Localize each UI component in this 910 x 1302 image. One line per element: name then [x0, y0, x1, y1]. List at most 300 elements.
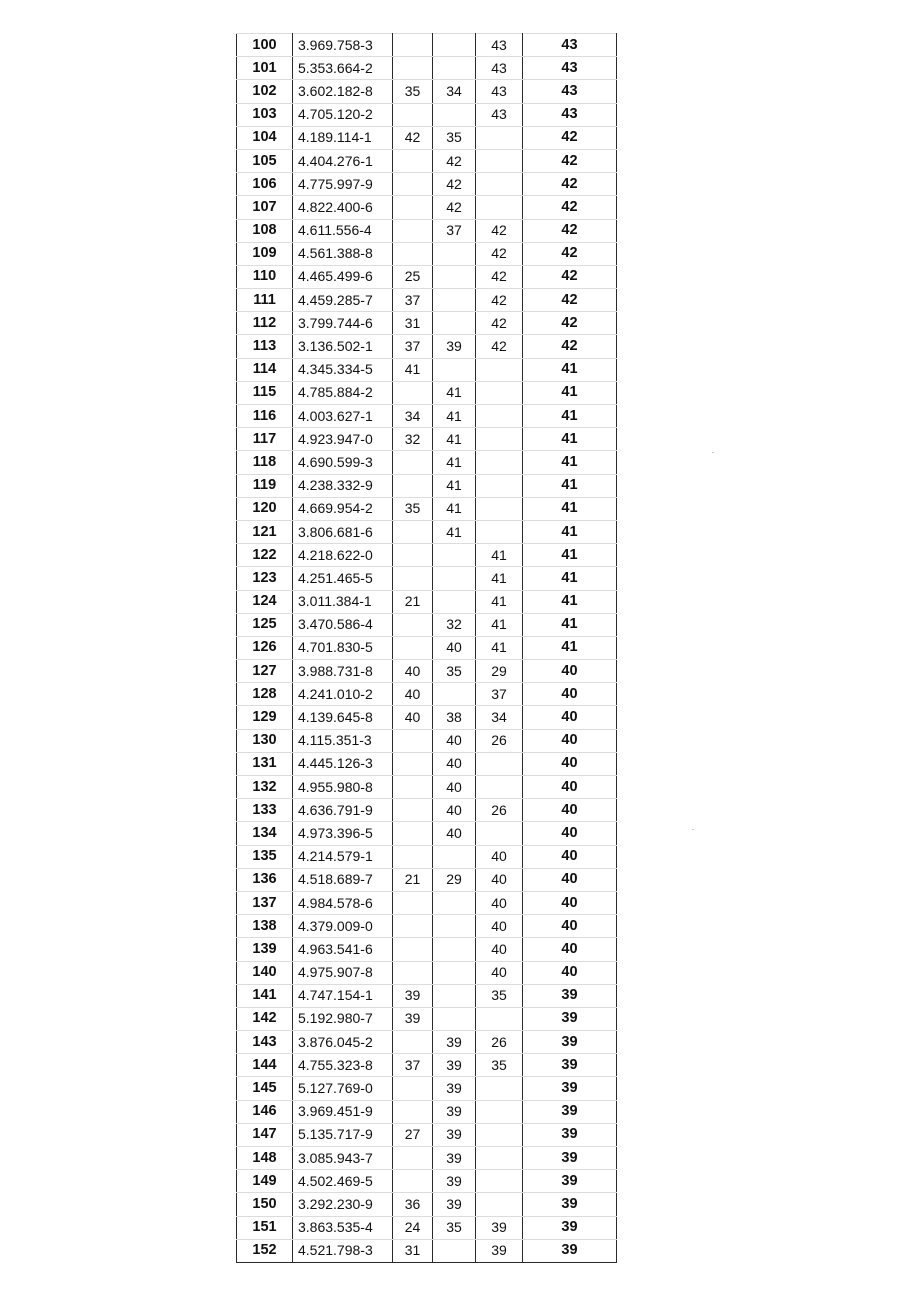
final-score-cell: 42	[523, 126, 617, 149]
row-number-cell: 105	[237, 149, 293, 172]
id-number-cell: 4.690.599-3	[293, 451, 393, 474]
row-number-cell: 139	[237, 938, 293, 961]
row-number-cell: 148	[237, 1147, 293, 1170]
final-score-cell: 40	[523, 938, 617, 961]
table-row	[237, 1007, 617, 1030]
id-number-cell: 4.963.541-6	[293, 938, 393, 961]
table-row	[237, 660, 617, 683]
score-1-cell	[393, 34, 433, 57]
final-score-cell: 42	[523, 265, 617, 288]
score-2-cell	[433, 34, 476, 57]
id-number-cell: 4.345.334-5	[293, 358, 393, 381]
score-2-cell: 40	[433, 729, 476, 752]
row-number-cell: 126	[237, 636, 293, 659]
score-3-cell: 41	[476, 613, 523, 636]
score-1-cell: 27	[393, 1123, 433, 1146]
score-3-cell: 43	[476, 80, 523, 103]
score-1-cell	[393, 474, 433, 497]
id-number-cell: 4.984.578-6	[293, 891, 393, 914]
row-number-cell: 138	[237, 915, 293, 938]
row-number-cell: 152	[237, 1239, 293, 1262]
score-3-cell: 40	[476, 891, 523, 914]
score-2-cell: 39	[433, 1193, 476, 1216]
score-1-cell	[393, 242, 433, 265]
table-row	[237, 57, 617, 80]
final-score-cell: 42	[523, 196, 617, 219]
table-row	[237, 567, 617, 590]
score-2-cell	[433, 103, 476, 126]
final-score-cell: 39	[523, 1170, 617, 1193]
final-score-cell: 39	[523, 1100, 617, 1123]
id-number-cell: 3.602.182-8	[293, 80, 393, 103]
id-number-cell: 4.975.907-8	[293, 961, 393, 984]
score-2-cell	[433, 1239, 476, 1262]
id-number-cell: 3.011.384-1	[293, 590, 393, 613]
id-number-cell: 4.189.114-1	[293, 126, 393, 149]
score-2-cell	[433, 683, 476, 706]
score-2-cell: 39	[433, 1031, 476, 1054]
score-3-cell: 35	[476, 1054, 523, 1077]
score-3-cell: 43	[476, 34, 523, 57]
score-1-cell	[393, 938, 433, 961]
score-3-cell: 26	[476, 799, 523, 822]
id-number-cell: 4.459.285-7	[293, 289, 393, 312]
table-row	[237, 474, 617, 497]
id-number-cell: 4.445.126-3	[293, 752, 393, 775]
row-number-cell: 131	[237, 752, 293, 775]
table-row	[237, 451, 617, 474]
score-3-cell: 26	[476, 1031, 523, 1054]
score-3-cell: 40	[476, 915, 523, 938]
row-number-cell: 122	[237, 544, 293, 567]
score-3-cell	[476, 381, 523, 404]
score-3-cell	[476, 358, 523, 381]
final-score-cell: 41	[523, 497, 617, 520]
score-3-cell	[476, 405, 523, 428]
row-number-cell: 133	[237, 799, 293, 822]
score-2-cell	[433, 984, 476, 1007]
table-row	[237, 683, 617, 706]
score-2-cell	[433, 544, 476, 567]
table-row	[237, 126, 617, 149]
score-3-cell: 42	[476, 219, 523, 242]
final-score-cell: 43	[523, 103, 617, 126]
row-number-cell: 106	[237, 173, 293, 196]
score-3-cell: 41	[476, 590, 523, 613]
id-number-cell: 4.701.830-5	[293, 636, 393, 659]
results-table	[236, 33, 617, 1263]
score-3-cell	[476, 451, 523, 474]
score-2-cell	[433, 891, 476, 914]
table-row	[237, 34, 617, 57]
score-3-cell: 42	[476, 312, 523, 335]
score-2-cell: 39	[433, 1100, 476, 1123]
score-1-cell	[393, 822, 433, 845]
score-1-cell: 39	[393, 984, 433, 1007]
score-2-cell: 35	[433, 126, 476, 149]
final-score-cell: 42	[523, 173, 617, 196]
score-3-cell	[476, 474, 523, 497]
row-number-cell: 112	[237, 312, 293, 335]
id-number-cell: 4.973.396-5	[293, 822, 393, 845]
score-1-cell: 36	[393, 1193, 433, 1216]
score-1-cell: 24	[393, 1216, 433, 1239]
table-row	[237, 729, 617, 752]
score-3-cell: 43	[476, 57, 523, 80]
score-3-cell	[476, 149, 523, 172]
score-1-cell	[393, 219, 433, 242]
score-1-cell	[393, 544, 433, 567]
id-number-cell: 5.127.769-0	[293, 1077, 393, 1100]
table-row	[237, 196, 617, 219]
score-3-cell: 40	[476, 845, 523, 868]
score-1-cell: 40	[393, 660, 433, 683]
score-2-cell: 39	[433, 1123, 476, 1146]
row-number-cell: 136	[237, 868, 293, 891]
final-score-cell: 39	[523, 1031, 617, 1054]
score-3-cell	[476, 822, 523, 845]
table-row	[237, 103, 617, 126]
final-score-cell: 40	[523, 868, 617, 891]
score-1-cell: 37	[393, 335, 433, 358]
score-2-cell: 38	[433, 706, 476, 729]
score-3-cell: 41	[476, 636, 523, 659]
score-2-cell: 39	[433, 1147, 476, 1170]
table-row	[237, 497, 617, 520]
id-number-cell: 5.353.664-2	[293, 57, 393, 80]
score-3-cell	[476, 173, 523, 196]
score-3-cell: 42	[476, 265, 523, 288]
id-number-cell: 4.521.798-3	[293, 1239, 393, 1262]
table-row	[237, 590, 617, 613]
table-row	[237, 381, 617, 404]
row-number-cell: 115	[237, 381, 293, 404]
table-row	[237, 1147, 617, 1170]
row-number-cell: 140	[237, 961, 293, 984]
final-score-cell: 40	[523, 799, 617, 822]
row-number-cell: 145	[237, 1077, 293, 1100]
row-number-cell: 117	[237, 428, 293, 451]
table-row	[237, 173, 617, 196]
id-number-cell: 4.218.622-0	[293, 544, 393, 567]
score-2-cell	[433, 938, 476, 961]
score-2-cell: 35	[433, 1216, 476, 1239]
row-number-cell: 109	[237, 242, 293, 265]
row-number-cell: 113	[237, 335, 293, 358]
row-number-cell: 103	[237, 103, 293, 126]
final-score-cell: 42	[523, 335, 617, 358]
table-row	[237, 961, 617, 984]
id-number-cell: 4.238.332-9	[293, 474, 393, 497]
id-number-cell: 4.404.276-1	[293, 149, 393, 172]
id-number-cell: 4.214.579-1	[293, 845, 393, 868]
final-score-cell: 43	[523, 57, 617, 80]
final-score-cell: 41	[523, 636, 617, 659]
id-number-cell: 3.806.681-6	[293, 520, 393, 543]
score-3-cell	[476, 776, 523, 799]
score-1-cell: 31	[393, 312, 433, 335]
score-1-cell: 21	[393, 590, 433, 613]
id-number-cell: 4.518.689-7	[293, 868, 393, 891]
table-row	[237, 149, 617, 172]
score-3-cell: 40	[476, 938, 523, 961]
id-number-cell: 3.470.586-4	[293, 613, 393, 636]
row-number-cell: 111	[237, 289, 293, 312]
id-number-cell: 4.003.627-1	[293, 405, 393, 428]
row-number-cell: 120	[237, 497, 293, 520]
id-number-cell: 4.636.791-9	[293, 799, 393, 822]
score-2-cell	[433, 312, 476, 335]
score-3-cell: 29	[476, 660, 523, 683]
table-row	[237, 1239, 617, 1262]
row-number-cell: 127	[237, 660, 293, 683]
row-number-cell: 130	[237, 729, 293, 752]
table-row	[237, 636, 617, 659]
final-score-cell: 43	[523, 80, 617, 103]
final-score-cell: 39	[523, 1123, 617, 1146]
score-1-cell: 37	[393, 289, 433, 312]
row-number-cell: 125	[237, 613, 293, 636]
score-1-cell	[393, 196, 433, 219]
score-2-cell: 41	[433, 405, 476, 428]
final-score-cell: 40	[523, 961, 617, 984]
table-row	[237, 868, 617, 891]
final-score-cell: 41	[523, 428, 617, 451]
score-3-cell	[476, 752, 523, 775]
score-2-cell: 41	[433, 381, 476, 404]
id-number-cell: 4.379.009-0	[293, 915, 393, 938]
results-table-body	[237, 34, 617, 1263]
score-2-cell: 40	[433, 636, 476, 659]
table-row	[237, 289, 617, 312]
id-number-cell: 4.139.645-8	[293, 706, 393, 729]
table-row	[237, 938, 617, 961]
score-2-cell	[433, 915, 476, 938]
score-2-cell: 42	[433, 173, 476, 196]
score-1-cell	[393, 567, 433, 590]
table-row	[237, 706, 617, 729]
final-score-cell: 41	[523, 451, 617, 474]
score-1-cell: 37	[393, 1054, 433, 1077]
score-1-cell	[393, 520, 433, 543]
score-2-cell: 40	[433, 799, 476, 822]
score-3-cell	[476, 1193, 523, 1216]
score-3-cell	[476, 196, 523, 219]
table-row	[237, 1216, 617, 1239]
score-2-cell: 39	[433, 1170, 476, 1193]
table-row	[237, 1031, 617, 1054]
id-number-cell: 5.192.980-7	[293, 1007, 393, 1030]
score-1-cell	[393, 799, 433, 822]
score-3-cell: 39	[476, 1239, 523, 1262]
score-1-cell	[393, 57, 433, 80]
id-number-cell: 4.669.954-2	[293, 497, 393, 520]
row-number-cell: 135	[237, 845, 293, 868]
score-2-cell	[433, 1007, 476, 1030]
row-number-cell: 123	[237, 567, 293, 590]
row-number-cell: 129	[237, 706, 293, 729]
score-3-cell: 39	[476, 1216, 523, 1239]
final-score-cell: 40	[523, 776, 617, 799]
final-score-cell: 42	[523, 289, 617, 312]
table-row	[237, 984, 617, 1007]
table-row	[237, 312, 617, 335]
score-2-cell	[433, 242, 476, 265]
row-number-cell: 132	[237, 776, 293, 799]
final-score-cell: 41	[523, 381, 617, 404]
score-1-cell: 40	[393, 706, 433, 729]
row-number-cell: 141	[237, 984, 293, 1007]
id-number-cell: 3.085.943-7	[293, 1147, 393, 1170]
final-score-cell: 40	[523, 706, 617, 729]
score-1-cell: 21	[393, 868, 433, 891]
score-1-cell	[393, 636, 433, 659]
score-2-cell	[433, 590, 476, 613]
score-1-cell	[393, 1077, 433, 1100]
scan-speck	[712, 452, 714, 453]
score-2-cell	[433, 265, 476, 288]
score-3-cell	[476, 497, 523, 520]
table-row	[237, 1123, 617, 1146]
score-3-cell	[476, 1100, 523, 1123]
id-number-cell: 3.969.758-3	[293, 34, 393, 57]
final-score-cell: 39	[523, 1077, 617, 1100]
score-1-cell	[393, 776, 433, 799]
score-2-cell: 37	[433, 219, 476, 242]
id-number-cell: 4.955.980-8	[293, 776, 393, 799]
row-number-cell: 146	[237, 1100, 293, 1123]
final-score-cell: 40	[523, 822, 617, 845]
score-3-cell	[476, 1077, 523, 1100]
score-1-cell	[393, 451, 433, 474]
row-number-cell: 118	[237, 451, 293, 474]
id-number-cell: 3.292.230-9	[293, 1193, 393, 1216]
table-row	[237, 1100, 617, 1123]
score-1-cell	[393, 1170, 433, 1193]
final-score-cell: 39	[523, 984, 617, 1007]
score-2-cell: 41	[433, 497, 476, 520]
id-number-cell: 4.561.388-8	[293, 242, 393, 265]
table-row	[237, 1054, 617, 1077]
score-1-cell	[393, 915, 433, 938]
score-2-cell: 42	[433, 196, 476, 219]
score-1-cell: 34	[393, 405, 433, 428]
table-row	[237, 335, 617, 358]
score-3-cell: 42	[476, 289, 523, 312]
score-3-cell	[476, 1170, 523, 1193]
table-row	[237, 1193, 617, 1216]
id-number-cell: 4.747.154-1	[293, 984, 393, 1007]
id-number-cell: 4.755.323-8	[293, 1054, 393, 1077]
score-3-cell: 40	[476, 961, 523, 984]
score-3-cell: 40	[476, 868, 523, 891]
score-2-cell: 40	[433, 752, 476, 775]
table-row	[237, 1170, 617, 1193]
score-1-cell: 35	[393, 80, 433, 103]
row-number-cell: 149	[237, 1170, 293, 1193]
table-row	[237, 265, 617, 288]
score-2-cell: 39	[433, 335, 476, 358]
score-2-cell: 40	[433, 776, 476, 799]
row-number-cell: 104	[237, 126, 293, 149]
score-1-cell: 41	[393, 358, 433, 381]
row-number-cell: 142	[237, 1007, 293, 1030]
score-1-cell: 42	[393, 126, 433, 149]
score-1-cell	[393, 149, 433, 172]
score-3-cell: 42	[476, 335, 523, 358]
row-number-cell: 121	[237, 520, 293, 543]
score-1-cell: 25	[393, 265, 433, 288]
table-row	[237, 799, 617, 822]
final-score-cell: 39	[523, 1193, 617, 1216]
table-row	[237, 80, 617, 103]
score-3-cell: 41	[476, 567, 523, 590]
final-score-cell: 41	[523, 590, 617, 613]
final-score-cell: 40	[523, 891, 617, 914]
score-1-cell	[393, 103, 433, 126]
row-number-cell: 107	[237, 196, 293, 219]
table-row	[237, 822, 617, 845]
table-row	[237, 891, 617, 914]
row-number-cell: 101	[237, 57, 293, 80]
score-1-cell: 39	[393, 1007, 433, 1030]
score-3-cell: 26	[476, 729, 523, 752]
score-1-cell: 31	[393, 1239, 433, 1262]
table-row	[237, 242, 617, 265]
final-score-cell: 39	[523, 1216, 617, 1239]
score-2-cell: 39	[433, 1054, 476, 1077]
id-number-cell: 5.135.717-9	[293, 1123, 393, 1146]
id-number-cell: 3.988.731-8	[293, 660, 393, 683]
score-2-cell	[433, 845, 476, 868]
score-2-cell	[433, 358, 476, 381]
final-score-cell: 39	[523, 1007, 617, 1030]
score-2-cell: 35	[433, 660, 476, 683]
final-score-cell: 40	[523, 915, 617, 938]
score-3-cell: 34	[476, 706, 523, 729]
id-number-cell: 3.969.451-9	[293, 1100, 393, 1123]
score-2-cell: 41	[433, 428, 476, 451]
row-number-cell: 114	[237, 358, 293, 381]
final-score-cell: 41	[523, 405, 617, 428]
score-1-cell	[393, 891, 433, 914]
score-3-cell	[476, 126, 523, 149]
score-2-cell: 39	[433, 1077, 476, 1100]
id-number-cell: 3.136.502-1	[293, 335, 393, 358]
row-number-cell: 102	[237, 80, 293, 103]
final-score-cell: 43	[523, 34, 617, 57]
id-number-cell: 4.822.400-6	[293, 196, 393, 219]
row-number-cell: 134	[237, 822, 293, 845]
final-score-cell: 40	[523, 729, 617, 752]
table-row	[237, 776, 617, 799]
table-row	[237, 520, 617, 543]
score-3-cell: 37	[476, 683, 523, 706]
results-table-container	[236, 33, 617, 1263]
final-score-cell: 39	[523, 1054, 617, 1077]
final-score-cell: 42	[523, 312, 617, 335]
score-2-cell: 29	[433, 868, 476, 891]
final-score-cell: 40	[523, 660, 617, 683]
id-number-cell: 4.502.469-5	[293, 1170, 393, 1193]
score-2-cell: 40	[433, 822, 476, 845]
score-1-cell	[393, 1147, 433, 1170]
row-number-cell: 100	[237, 34, 293, 57]
score-3-cell: 42	[476, 242, 523, 265]
id-number-cell: 4.923.947-0	[293, 428, 393, 451]
final-score-cell: 40	[523, 683, 617, 706]
table-row	[237, 752, 617, 775]
